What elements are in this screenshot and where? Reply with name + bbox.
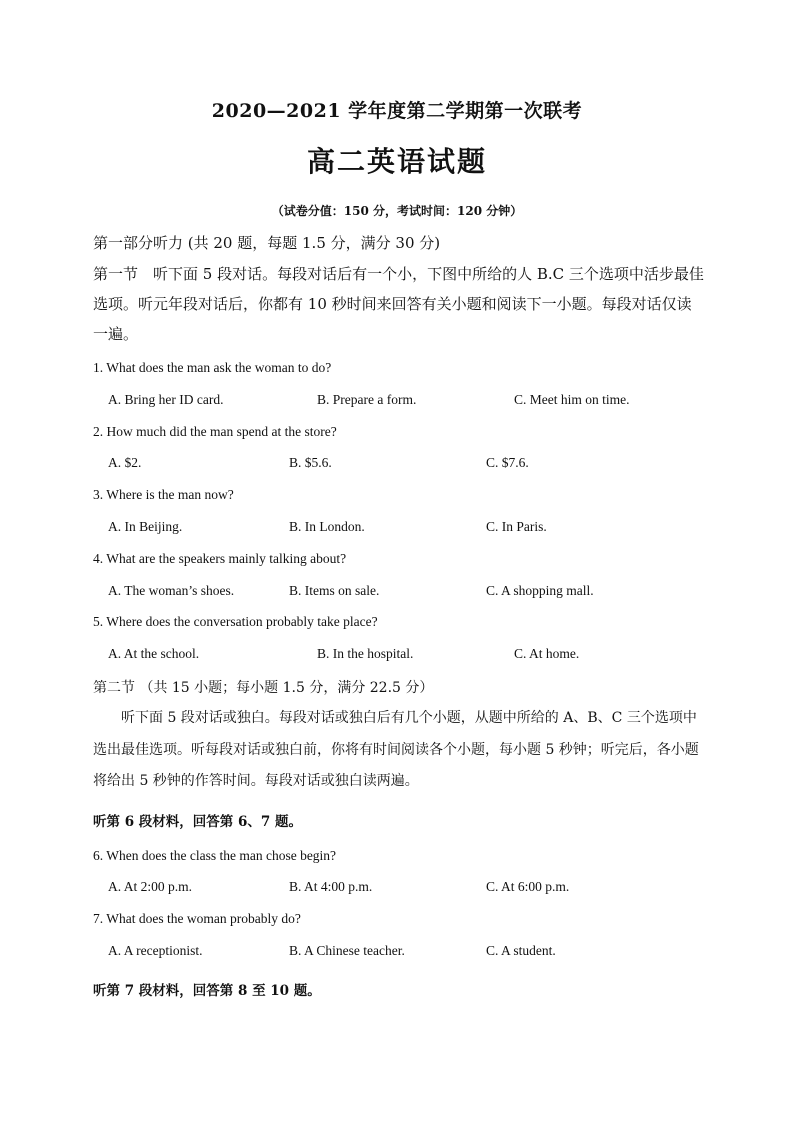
question-4: 4. What are the speakers mainly talking about? [93,551,347,566]
option-4c: C. A shopping mall. [486,583,594,598]
option-4a: A. The woman’s shoes. [108,583,235,598]
option-2b: B. $5.6. [289,455,332,470]
option-2c: C. $7.6. [486,455,529,470]
option-7b: B. A Chinese teacher. [289,943,405,958]
option-6a: A. At 2:00 p.m. [108,879,193,894]
question-2: 2. How much did the man spend at the store? [93,424,337,439]
lead-passage-7: 听第 7 段材料，回答第 8 至 10 题。 [93,983,321,999]
option-1c: C. Meet him on time. [514,392,630,407]
option-3a: A. In Beijing. [108,519,183,534]
question-7: 7. What does the woman probably do? [93,911,301,926]
option-1b: B. Prepare a form. [317,392,417,407]
option-7a: A. A receptionist. [108,943,203,958]
exam-title: 高二英语试题 [306,145,487,178]
option-5c: C. At home. [514,646,580,661]
option-5a: A. At the school. [108,646,200,661]
question-1: 1. What does the man ask the woman to do? [93,360,332,375]
exam-note: （试卷分值：150 分，考试时间：120 分钟） [271,204,523,218]
option-2a: A. $2. [108,455,142,470]
part1-heading: 第一部分听力 (共 20 题，每题 1.5 分，满分 30 分) [93,234,441,252]
section2-heading: 第二节 （共 15 小题；每小题 1.5 分，满分 22.5 分） [93,680,434,696]
option-5b: B. In the hospital. [317,646,414,661]
term-title: 2020—2021 学年度第二学期第一次联考 [211,100,583,122]
section2-instructions: 听下面 5 段对话或独白。每段对话或独白后有几个小题，从题中所给的 A、B、C 三个选项中选出最佳选项。听每段对话或独白前，你将有时间阅读各个小题，每小题 5 秒钟；听完后，各小题将给出 5 秒钟的作答时间。每段对话或独白读两遍。 [93,710,699,789]
option-3b: B. In London. [289,519,365,534]
option-3c: C. In Paris. [486,519,547,534]
option-1a: A. Bring her ID card. [108,392,224,407]
option-7c: C. A student. [486,943,556,958]
lead-passage-6: 听第 6 段材料，回答第 6、7 题。 [93,814,302,830]
question-3: 3. Where is the man now? [93,487,234,502]
section1-instructions: 第一节 听下面 5 段对话。每段对话后有一个小，下图中所给的人 B.C 三个选项中活步最佳选项。听元年段对话后，你都有 10 秒时间来回答有关小题和阅读下一小题。每段对话仅读一遍。 [93,265,704,343]
option-6b: B. At 4:00 p.m. [289,879,373,894]
option-4b: B. Items on sale. [289,583,380,598]
question-6: 6. When does the class the man chose begin? [93,848,337,863]
question-5: 5. Where does the conversation probably take place? [93,614,378,629]
option-6c: C. At 6:00 p.m. [486,879,570,894]
